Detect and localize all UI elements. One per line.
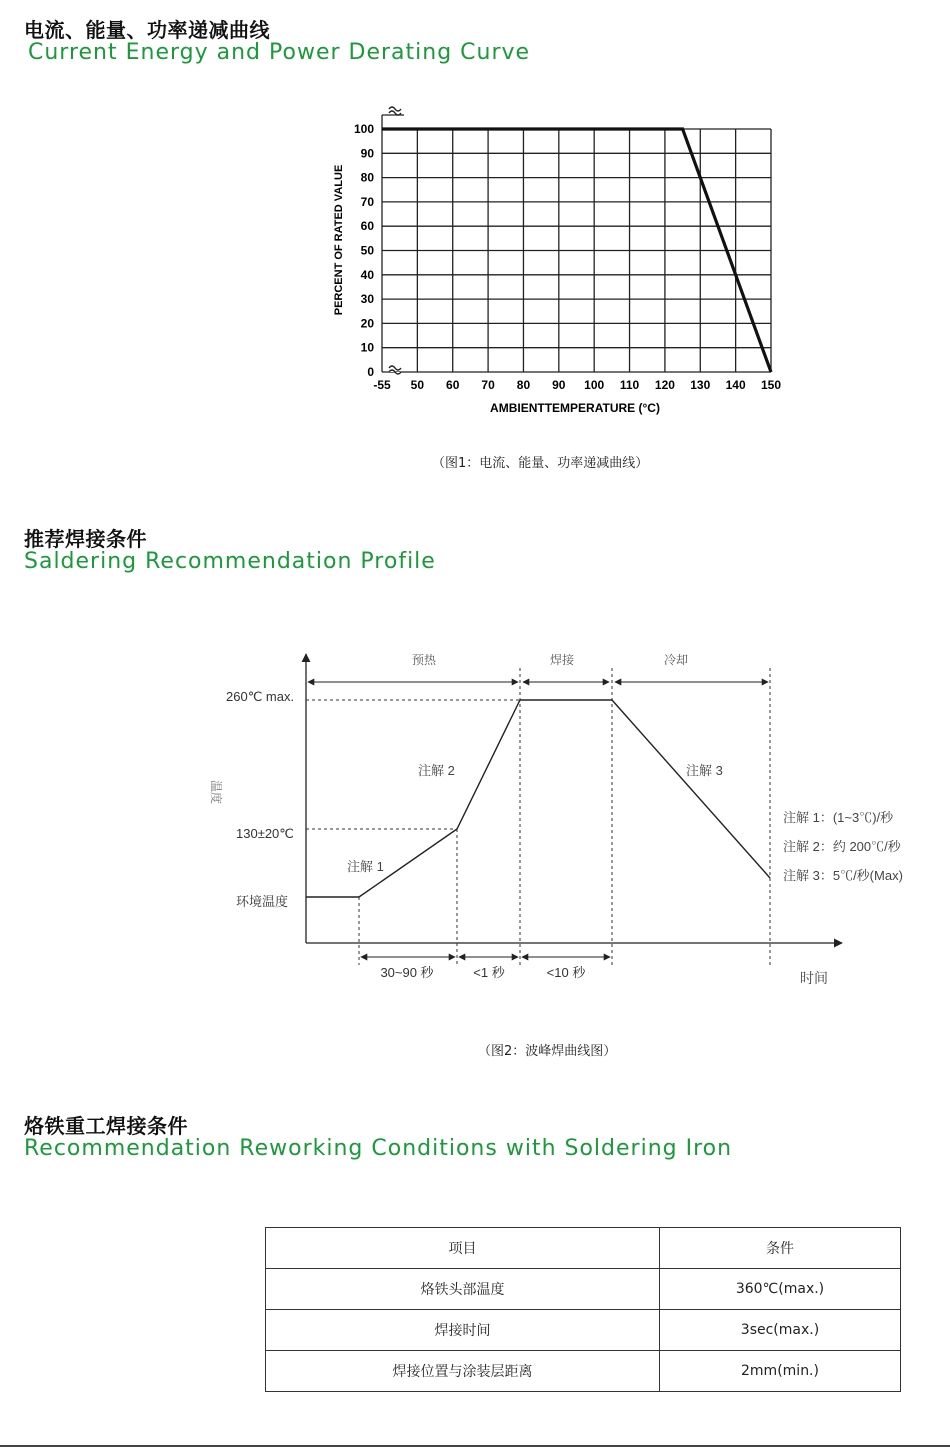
table-cell: 焊接位置与涂装层距离 xyxy=(266,1351,660,1392)
phase-label-solder: 焊接 xyxy=(549,653,575,667)
table-cell: 2mm(min.) xyxy=(660,1351,901,1392)
soldering-caption: （图2：波峰焊曲线图） xyxy=(478,1044,617,1059)
table-cell: 焊接时间 xyxy=(266,1310,660,1351)
rework-title-en: Recommendation Reworking Conditions with Soldering Iron xyxy=(24,1136,733,1161)
table-cell: 360℃(max.) xyxy=(660,1269,901,1310)
y-tick-label: 50 xyxy=(360,243,374,258)
legend-note-3: 注解 3：5℃/秒(Max) xyxy=(783,868,903,883)
x-tick-label: 100 xyxy=(584,378,605,392)
x-tick-label: 120 xyxy=(654,378,675,392)
level-peak: 260℃ max. xyxy=(226,689,295,704)
table-header-item: 项目 xyxy=(266,1228,660,1269)
level-ambient: 环境温度 xyxy=(236,894,289,909)
phase-label-cool: 冷却 xyxy=(663,653,689,667)
y-tick-label: 70 xyxy=(360,194,374,209)
y-tick-label: 10 xyxy=(360,340,374,355)
soldering-title-en: Saldering Recommendation Profile xyxy=(24,549,436,574)
derating-x-axis-label: AMBIENTTEMPERATURE (°C) xyxy=(490,401,660,415)
legend-note-2: 注解 2：约 200℃/秒 xyxy=(783,839,901,854)
level-preheat: 130±20℃ xyxy=(236,826,294,841)
curve-note-1: 注解 1 xyxy=(347,859,384,874)
y-tick-label: 80 xyxy=(360,170,374,185)
bottom-divider xyxy=(0,1445,950,1447)
x-tick-label: 130 xyxy=(690,378,711,392)
derating-title-cn: 电流、能量、功率递减曲线 xyxy=(24,18,270,42)
soldering-profile-chart xyxy=(190,640,930,1000)
y-tick-label: 20 xyxy=(360,316,374,331)
duration-preheat: 30~90 秒 xyxy=(380,965,434,980)
x-tick-label: 80 xyxy=(516,378,531,392)
x-tick-label: 90 xyxy=(552,378,566,392)
y-tick-label: 60 xyxy=(360,219,374,234)
table-row xyxy=(266,1310,901,1351)
x-tick-label: 50 xyxy=(410,378,425,392)
x-tick-label: 140 xyxy=(725,378,746,392)
table-cell: 烙铁头部温度 xyxy=(266,1269,660,1310)
x-axis-label: 时间 xyxy=(800,970,828,986)
derating-caption: （图1：电流、能量、功率递减曲线） xyxy=(432,456,649,471)
curve-note-2: 注解 2 xyxy=(418,763,455,778)
axis-break-mark xyxy=(389,366,401,374)
table-row xyxy=(266,1269,901,1310)
table-header-condition: 条件 xyxy=(660,1228,901,1269)
derating-y-axis-label: PERCENT OF RATED VALUE xyxy=(333,164,345,316)
y-tick-label: 40 xyxy=(360,267,374,282)
x-tick-label: -55 xyxy=(373,378,391,392)
y-tick-label: 0 xyxy=(367,365,374,379)
x-tick-label: 150 xyxy=(760,378,782,392)
x-tick-label: 60 xyxy=(446,378,460,392)
legend-note-1: 注解 1：(1~3℃)/秒 xyxy=(783,810,894,825)
curve-note-3: 注解 3 xyxy=(686,763,723,778)
x-tick-label: 110 xyxy=(619,378,640,392)
y-tick-label: 30 xyxy=(360,292,374,307)
axis-break-mark xyxy=(389,107,401,115)
phase-label-preheat: 预热 xyxy=(411,653,437,667)
duration-transfer: <1 秒 xyxy=(473,965,505,980)
x-tick-label: 70 xyxy=(481,378,495,392)
derating-title-en: Current Energy and Power Derating Curve xyxy=(28,40,531,65)
rework-title-cn: 烙铁重工焊接条件 xyxy=(24,1114,188,1138)
table-row xyxy=(266,1351,901,1392)
y-tick-label: 100 xyxy=(353,122,374,136)
table-cell: 3sec(max.) xyxy=(660,1310,901,1351)
soldering-title-cn: 推荐焊接条件 xyxy=(24,527,147,551)
rework-conditions-table xyxy=(265,1227,901,1392)
duration-solder: <10 秒 xyxy=(546,965,586,980)
y-tick-label: 90 xyxy=(360,146,374,161)
table-header-row xyxy=(266,1228,901,1269)
y-axis-label: 温度 xyxy=(209,779,223,805)
derating-chart xyxy=(320,95,790,425)
